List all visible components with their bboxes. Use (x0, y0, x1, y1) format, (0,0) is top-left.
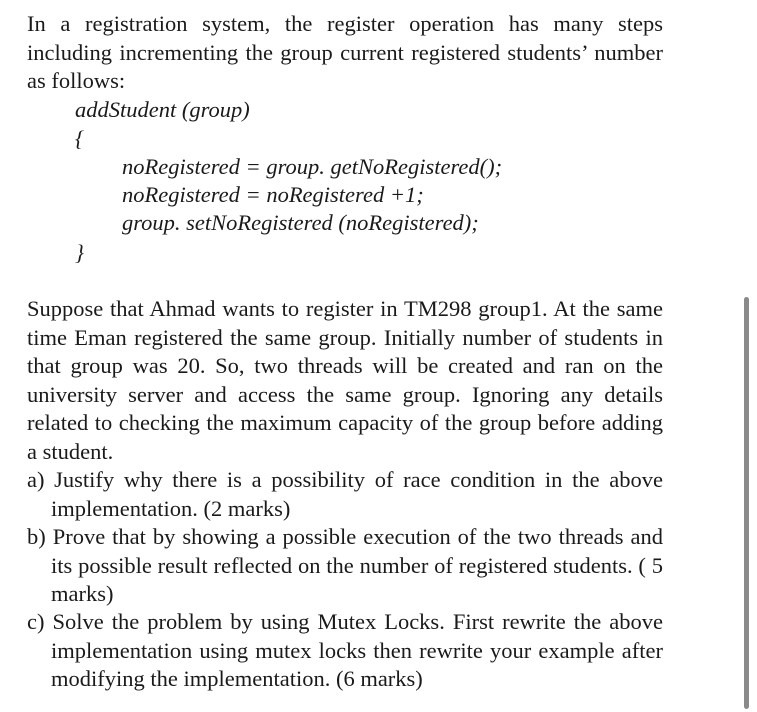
intro-paragraph: In a registration system, the register operation has many steps including incrementing the group current registered students’ number as follows: (27, 11, 663, 93)
question-b: b) Prove that by showing a possible execution of the two threads and its possible result reflected on the number of registered students. ( 5 marks) (27, 524, 663, 606)
code-signature: addStudent (group) (75, 97, 250, 122)
question-a: a) Justify why there is a possibility of race condition in the above implementation. (2 marks) (27, 467, 663, 521)
code-line-3: group. setNoRegistered (noRegistered); (122, 210, 479, 235)
scenario-paragraph: Suppose that Ahmad wants to register in TM298 group1. At the same time Eman registered the same group. Initially number of students in that group was 20. So, two threads will be created and ran on the university server and access the same group. Ignoring any details related to checking the maximum capacity of the group before adding a student. (27, 296, 663, 464)
code-line-2: noRegistered = noRegistered +1; (122, 182, 424, 207)
question-c: c) Solve the problem by using Mutex Locks. First rewrite the above implementation using mutex locks then rewrite your example after modifying the implementation. (6 marks) (27, 609, 663, 691)
vertical-scrollbar[interactable] (744, 297, 749, 709)
code-close-brace: } (75, 240, 84, 265)
code-line-1: noRegistered = group. getNoRegistered(); (122, 154, 503, 179)
code-open-brace: { (75, 126, 84, 151)
